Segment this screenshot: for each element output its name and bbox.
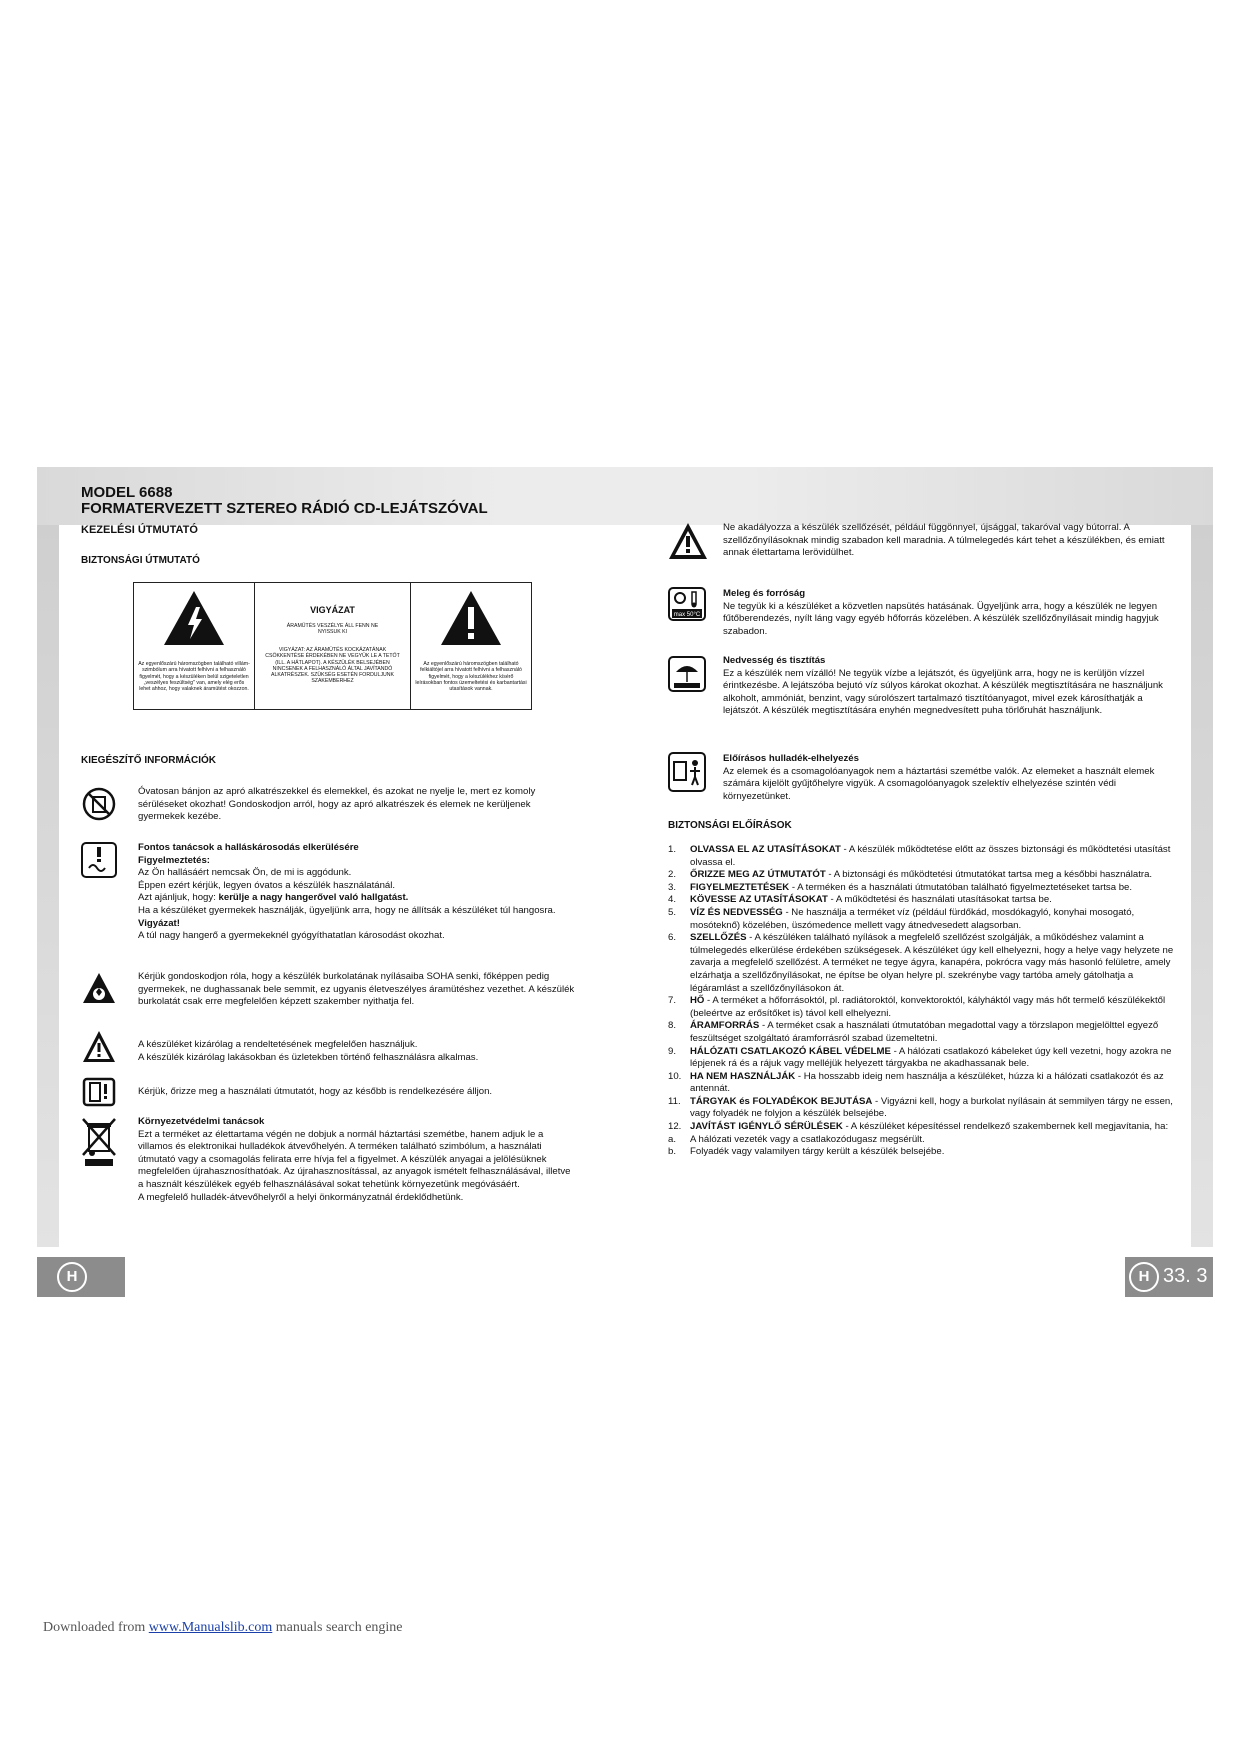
caution-subtitle: ÁRAMÜTÉS VESZÉLYE ÁLL FENN NE NYISSUK KI — [286, 623, 379, 636]
safety-rule-number: 5. — [668, 906, 677, 918]
hearing-line-4: Ha a készüléket gyermekek használják, ügyeljünk arra, hogy ne állítsák a készüléket túl hangosra. — [138, 904, 556, 916]
safety-rule-item — [668, 1134, 1178, 1147]
safety-rule-text — [690, 1020, 1178, 1045]
page-number: 33. 3 — [1163, 1265, 1208, 1287]
intended-line-2: A készülék kizárólag lakásokban és üzletekben történő felhasználásra alkalmas. — [138, 1051, 479, 1063]
left-margin-bar — [37, 525, 59, 1247]
hearing-title: Fontos tanácsok a halláskárosodás elkerülésére — [138, 842, 359, 853]
warning-box — [133, 582, 532, 710]
download-prefix: Downloaded from — [43, 1620, 149, 1635]
safety-rule-body: - Ne használja a terméket víz (például fürdőkád, mosdókagyló, konyhai mosogató, mosóteknő) közelében, üszómedence mellett vagy átnedvesedett alagsorban. — [690, 906, 1135, 931]
moisture-text: Ez a készülék nem vízálló! Ne tegyük vízbe a lejátszót, és ügyeljünk arra, hogy ne is kerüljön vízzel érintkezésbe. A lejátszóba bejutó víz súlyos károkat okozhat. A készülék megtisztítására ne használjunk alkoholt, ammóniát, benzint, vagy súrolószert tartalmazó tisztítóanyagot, mivel ezek károsíthatják a lejátszót. A készülék megtisztítására enyhén megnedvesített puha törlőruhát használjunk. — [723, 667, 1163, 717]
disposal-title: Előírásos hulladék-elhelyezés — [723, 753, 859, 764]
safety-rule-text — [690, 1096, 1178, 1121]
safety-rule-title: SZELLŐZÉS — [690, 932, 747, 944]
safety-rule-title: FIGYELMEZTETÉSEK — [690, 881, 790, 893]
safety-rule-number: 7. — [668, 995, 677, 1007]
safety-rule-body: - Vigyázni kell, hogy a burkolat nyílásain át semmilyen tárgy ne essen, vagy folyadék ne folyjon a készülék belsejébe. — [690, 1095, 1173, 1120]
safety-rule-number: 2. — [668, 869, 677, 881]
safety-rule-number: 3. — [668, 881, 677, 893]
safety-rule-body: - A hálózati csatlakozó kábeleket úgy kell vezetni, hogy azokra ne lépjenek rá és a rájuk vagy melléjük helyezett tárgyakba ne akadhassanak bele. — [690, 1045, 1172, 1070]
left-page-footer — [37, 1257, 125, 1297]
safety-rule-item — [668, 894, 1178, 907]
hearing-warning-icon — [81, 842, 117, 878]
right-page-footer — [1125, 1257, 1213, 1297]
environment-text: Ezt a terméket az élettartama végén ne dobjuk a normál háztartási szemétbe, hanem adjuk le a villamos és elektronikai hulladékok átvevőhelyén. A terméken található szimbólum, a használati útmutató vagy a csomagolás felirata erre hívja fel a figyelmet. A készülék anyagai a jelölésüknek megfelelően újrahasznosíthatóak. Az újrahasznosítással, az anyagok ismételt felhasználásával, illetve a használt készülékek egyéb felhasználásával sokat tehetünk környezetünk megóvásáért. — [138, 1128, 571, 1190]
safety-rule-body: - A készülék működtetése előtt az összes biztonsági és működtetési utasítást olvassa el. — [690, 844, 1171, 868]
caution-text: VIGYÁZAT: AZ ÁRAMÜTÉS KOCKÁZATÁNAK CSÖKKENTÉSE ÉRDEKÉBEN NE VEGYÜK LE A TETŐT (ILL. A HÁTLAPOT). A KÉSZÜLÉK BELSEJÉBEN NINCSENEK A FELHASZNÁLÓ ÁLTAL JAVÍTANDÓ ALKATRÉSZEK. SZÜKSÉG ESETÉN FORDULJUNK SZAKEMBERHEZ — [265, 647, 400, 685]
safety-rule-body: - A terméket a hőforrásoktól, pl. radiátoroktól, konvektoroktól, kályháktól vagy más hőt termelő készülékektől (beleértve az erősítőket is) távol kell elhelyezni. — [690, 995, 1166, 1019]
safety-rule-title: KÖVESSE AZ UTASÍTÁSOKAT — [690, 894, 828, 906]
safety-rules-list — [668, 844, 1178, 1159]
ventilation-warning-icon — [668, 522, 708, 560]
moisture-icon — [668, 656, 706, 692]
manual-book-icon — [82, 1077, 116, 1107]
openings-text: Kérjük gondoskodjon róla, hogy a készülék burkolatának nyílásaiba SOHA senki, főképpen pedig gyermekek, ne dughassanak bele semmit, ez ugyanis életveszélyes áramütéshez vezethet. A készülék burkolatát csak erre megfelelően képzett szakember nyithatja fel. — [138, 971, 575, 1008]
safety-rule-title: ŐRIZZE MEG AZ ÚTMUTATÓT — [690, 869, 826, 881]
safety-rule-item — [668, 1020, 1178, 1045]
hearing-section — [138, 842, 578, 943]
safety-rule-title: VÍZ ÉS NEDVESSÉG — [690, 906, 783, 918]
safety-rule-body: Folyadék vagy valamilyen tárgy került a készülék belsejébe. — [690, 1146, 945, 1158]
safety-rule-item — [668, 869, 1178, 882]
safety-rule-item — [668, 1046, 1178, 1071]
safety-rule-number: 8. — [668, 1020, 677, 1032]
keep-manual-text: Kérjük, őrizze meg a használati útmutatót, hogy az később is rendelkezésére álljon. — [138, 1086, 493, 1097]
safety-rule-text — [690, 1146, 944, 1159]
safety-rules-heading: BIZTONSÁGI ELŐÍRÁSOK — [668, 820, 792, 831]
hearing-line-3-bold: kerülje a nagy hangerővel való hallgatást. — [218, 892, 409, 904]
safety-rule-text — [690, 1121, 1168, 1134]
safety-rule-item — [668, 1096, 1178, 1121]
heat-title: Meleg és forróság — [723, 588, 806, 599]
safety-rule-title: OLVASSA EL AZ UTASÍTÁSOKAT — [690, 844, 841, 855]
page-title: FORMATERVEZETT SZTEREO RÁDIÓ CD-LEJÁTSZÓVAL — [81, 500, 488, 517]
disposal-icon — [668, 752, 706, 792]
hearing-line-1: Az Ön hallásáért nemcsak Ön, de mi is aggódunk. — [138, 867, 352, 879]
manual-heading: KEZELÉSI ÚTMUTATÓ — [81, 524, 198, 536]
safety-rule-body: - A terméken és a használati útmutatóban található figyelmeztetéseket tartsa be. — [789, 881, 1133, 893]
wheelie-bin-crossed-icon — [81, 1117, 117, 1167]
exclamation-warning-icon — [439, 589, 503, 647]
caution-title: VIGYÁZAT — [310, 605, 355, 615]
language-badge-right: H — [1129, 1262, 1159, 1292]
language-badge-left: H — [57, 1262, 87, 1292]
safety-rule-item — [668, 1146, 1178, 1159]
safety-rule-title: HA NEM HASZNÁLJÁK — [690, 1070, 796, 1082]
safety-rule-number: 9. — [668, 1045, 677, 1057]
safety-rule-item — [668, 1121, 1178, 1134]
safety-rule-number: 10. — [668, 1070, 682, 1082]
small-parts-icon — [82, 787, 116, 821]
safety-rule-item — [668, 1071, 1178, 1096]
right-margin-bar — [1191, 525, 1213, 1247]
safety-rule-text — [690, 1046, 1178, 1071]
heat-section — [723, 588, 1175, 638]
safety-rule-title: ÁRAMFORRÁS — [690, 1020, 760, 1032]
environment-last-line: A megfelelő hulladék-átvevőhelyről a helyi önkormányzatnál érdeklődhetünk. — [138, 1191, 464, 1203]
ventilation-text: Ne akadályozza a készülék szellőzését, például függönnyel, újsággal, takaróval vagy bútorral. A szellőzőnyílásoknak mindig szabadon kell maradnia. A túlmelegedés kárt tehet a készülékben, és emiatt annak élettartama lerövidülhet. — [723, 522, 1165, 559]
heat-warning-icon — [668, 587, 706, 621]
disposal-text: Az elemek és a csomagolóanyagok nem a háztartási szemétbe valók. Az elemeket a használt elemek számára kijelölt gyűjtőhelyre vigyük. A csomagolóanyagok szelektív elhelyezése szintén védi környezetünket. — [723, 765, 1155, 802]
safety-rule-text — [690, 907, 1178, 932]
hearing-caution-label: Vigyázat! — [138, 917, 180, 929]
safety-rule-number: 6. — [668, 932, 677, 944]
safety-rule-text — [690, 869, 1152, 882]
heat-icon-label: max 50°C — [673, 612, 701, 618]
environment-section — [138, 1116, 578, 1204]
safety-rule-text — [690, 1071, 1178, 1096]
safety-rule-body: - A készüléket képesítéssel rendelkező szakembernek kell megjavítania, ha: — [842, 1121, 1169, 1133]
safety-rule-text — [690, 1134, 925, 1147]
hearing-line-5: A túl nagy hangerő a gyermekeknél gyógyíthatatlan károsodást okozhat. — [138, 930, 445, 942]
safety-rule-number: 11. — [668, 1095, 681, 1107]
warning-col-lightning — [134, 583, 255, 709]
disposal-section — [723, 753, 1175, 803]
safety-rule-body: - A biztonsági és működtetési útmutatókat tartsa meg a későbbi használatra. — [825, 869, 1153, 881]
safety-rule-item — [668, 907, 1178, 932]
safety-rule-number: 1. — [668, 844, 677, 855]
safety-rule-number: a. — [668, 1133, 677, 1145]
moisture-title: Nedvesség és tisztítás — [723, 655, 826, 666]
caution-icon — [82, 1030, 116, 1064]
safety-rule-item — [668, 882, 1178, 895]
safety-rule-item — [668, 995, 1178, 1020]
download-footer — [43, 1620, 403, 1636]
safety-rule-number: 12. — [668, 1121, 682, 1133]
intended-use — [138, 1039, 578, 1064]
environment-title: Környezetvédelmi tanácsok — [138, 1116, 265, 1127]
model-number: MODEL 6688 — [81, 484, 173, 501]
safety-rule-body: - Ha hosszabb ideig nem használja a készüléket, húzza ki a hálózati csatlakozót és az antennát. — [690, 1070, 1164, 1095]
heat-text: Ne tegyük ki a készüléket a közvetlen napsütés hatásának. Ügyeljünk arra, hogy a készülék ne legyen fűtőberendezés, nyílt láng vagy egyéb hőforrás közelében. A készülék szellőzőnyílásait mindig hagyjuk szabadon. — [723, 600, 1159, 637]
safety-rule-number: 4. — [668, 894, 677, 906]
safety-rule-text — [690, 894, 1052, 907]
safety-rule-item — [668, 844, 1178, 869]
lightning-warning-icon — [162, 589, 226, 647]
safety-rule-text — [690, 995, 1178, 1020]
safety-heading: BIZTONSÁGI ÚTMUTATÓ — [81, 555, 200, 566]
safety-rule-title: JAVÍTÁST IGÉNYLŐ SÉRÜLÉSEK — [690, 1121, 843, 1133]
manualslib-link[interactable]: www.Manualslib.com — [148, 1620, 273, 1635]
warning-col-center — [255, 583, 411, 709]
hearing-line-3 — [138, 892, 578, 905]
safety-rule-number: b. — [668, 1146, 677, 1158]
exclamation-explanation: Az egyenlőszárú háromszögben található felkiáltójel arra hívatott felhívni a felhasználó figyelmét, hogy a készülékhez kísérő leírásokban fontos üzemeltetési és karbantartási utasítások vannak. — [415, 661, 527, 693]
safety-rule-body: - A készüléken található nyílások a megfelelő szellőzést szolgálják, a működéshez valamint a túlmelegedés elkerülése érdekében szükségesek. A készüléket úgy kell elhelyezni, hogy a helye vagy helyzete ne zavarja a megfelelő szellőzést. A terméket ne tegye ágyra, kanapéra, pokrócra vagy más hasonló felületre, amely elzárhatja a szellőzőnyílásokat, ne építse be olyan helyre pl. szekrénybe vagy tartóba amely gátolhatja a légáramlást a szellőzőnyílásokon át. — [690, 932, 1174, 994]
hearing-line-3-prefix: Azt ajánljuk, hogy: — [138, 892, 219, 904]
safety-rule-body: A hálózati vezeték vagy a csatlakozódugasz megsérült. — [690, 1133, 925, 1145]
safety-rule-text — [690, 882, 1132, 895]
safety-rule-text — [690, 932, 1178, 995]
safety-rule-text — [690, 844, 1178, 869]
safety-rule-body: - A működtetési és használati utasításokat tartsa be. — [827, 894, 1052, 906]
safety-rule-title: TÁRGYAK és FOLYADÉKOK BEJUTÁSA — [690, 1095, 873, 1107]
intended-line-1: A készüléket kizárólag a rendeltetésének megfelelően használjuk. — [138, 1039, 418, 1050]
small-parts-text: Óvatosan bánjon az apró alkatrészekkel és elemekkel, és azokat ne nyelje le, mert ez komoly sérüléseket okozhat! Gondoskodjon arról, hogy az apró alkatrészek és elemek ne kerüljenek gyermekek kezébe. — [138, 786, 536, 823]
warning-col-exclamation — [411, 583, 531, 709]
manual-spread — [37, 467, 1213, 1292]
safety-rule-title: HŐ — [690, 995, 705, 1007]
safety-rule-title: HÁLÓZATI CSATLAKOZÓ KÁBEL VÉDELME — [690, 1045, 891, 1057]
hearing-warning-label: Figyelmeztetés: — [138, 854, 210, 866]
safety-rule-item — [668, 932, 1178, 995]
moisture-section — [723, 655, 1183, 718]
hearing-line-2: Éppen ezért kérjük, legyen óvatos a készülék használatánál. — [138, 879, 396, 891]
shock-hazard-icon — [82, 972, 116, 1004]
safety-rule-body: - A terméket csak a használati útmutatóban megadottal vagy a törzslapon megjelölttel egyező feszültséget szolgáltató áramforrásról szabad üzemeltetni. — [690, 1020, 1159, 1044]
lightning-explanation: Az egyenlőszárú háromszögben található villám-szimbólum arra hívatott felhívni a felhasználó figyelmét, hogy a készüléken belül szigeteletlen „veszélyes feszültség" van, amely elég erős lehet ahhoz, hogy valaknek áramütést okozzon. — [138, 661, 250, 693]
download-suffix: manuals search engine — [272, 1620, 403, 1635]
extra-info-heading: KIEGÉSZÍTŐ INFORMÁCIÓK — [81, 755, 216, 766]
